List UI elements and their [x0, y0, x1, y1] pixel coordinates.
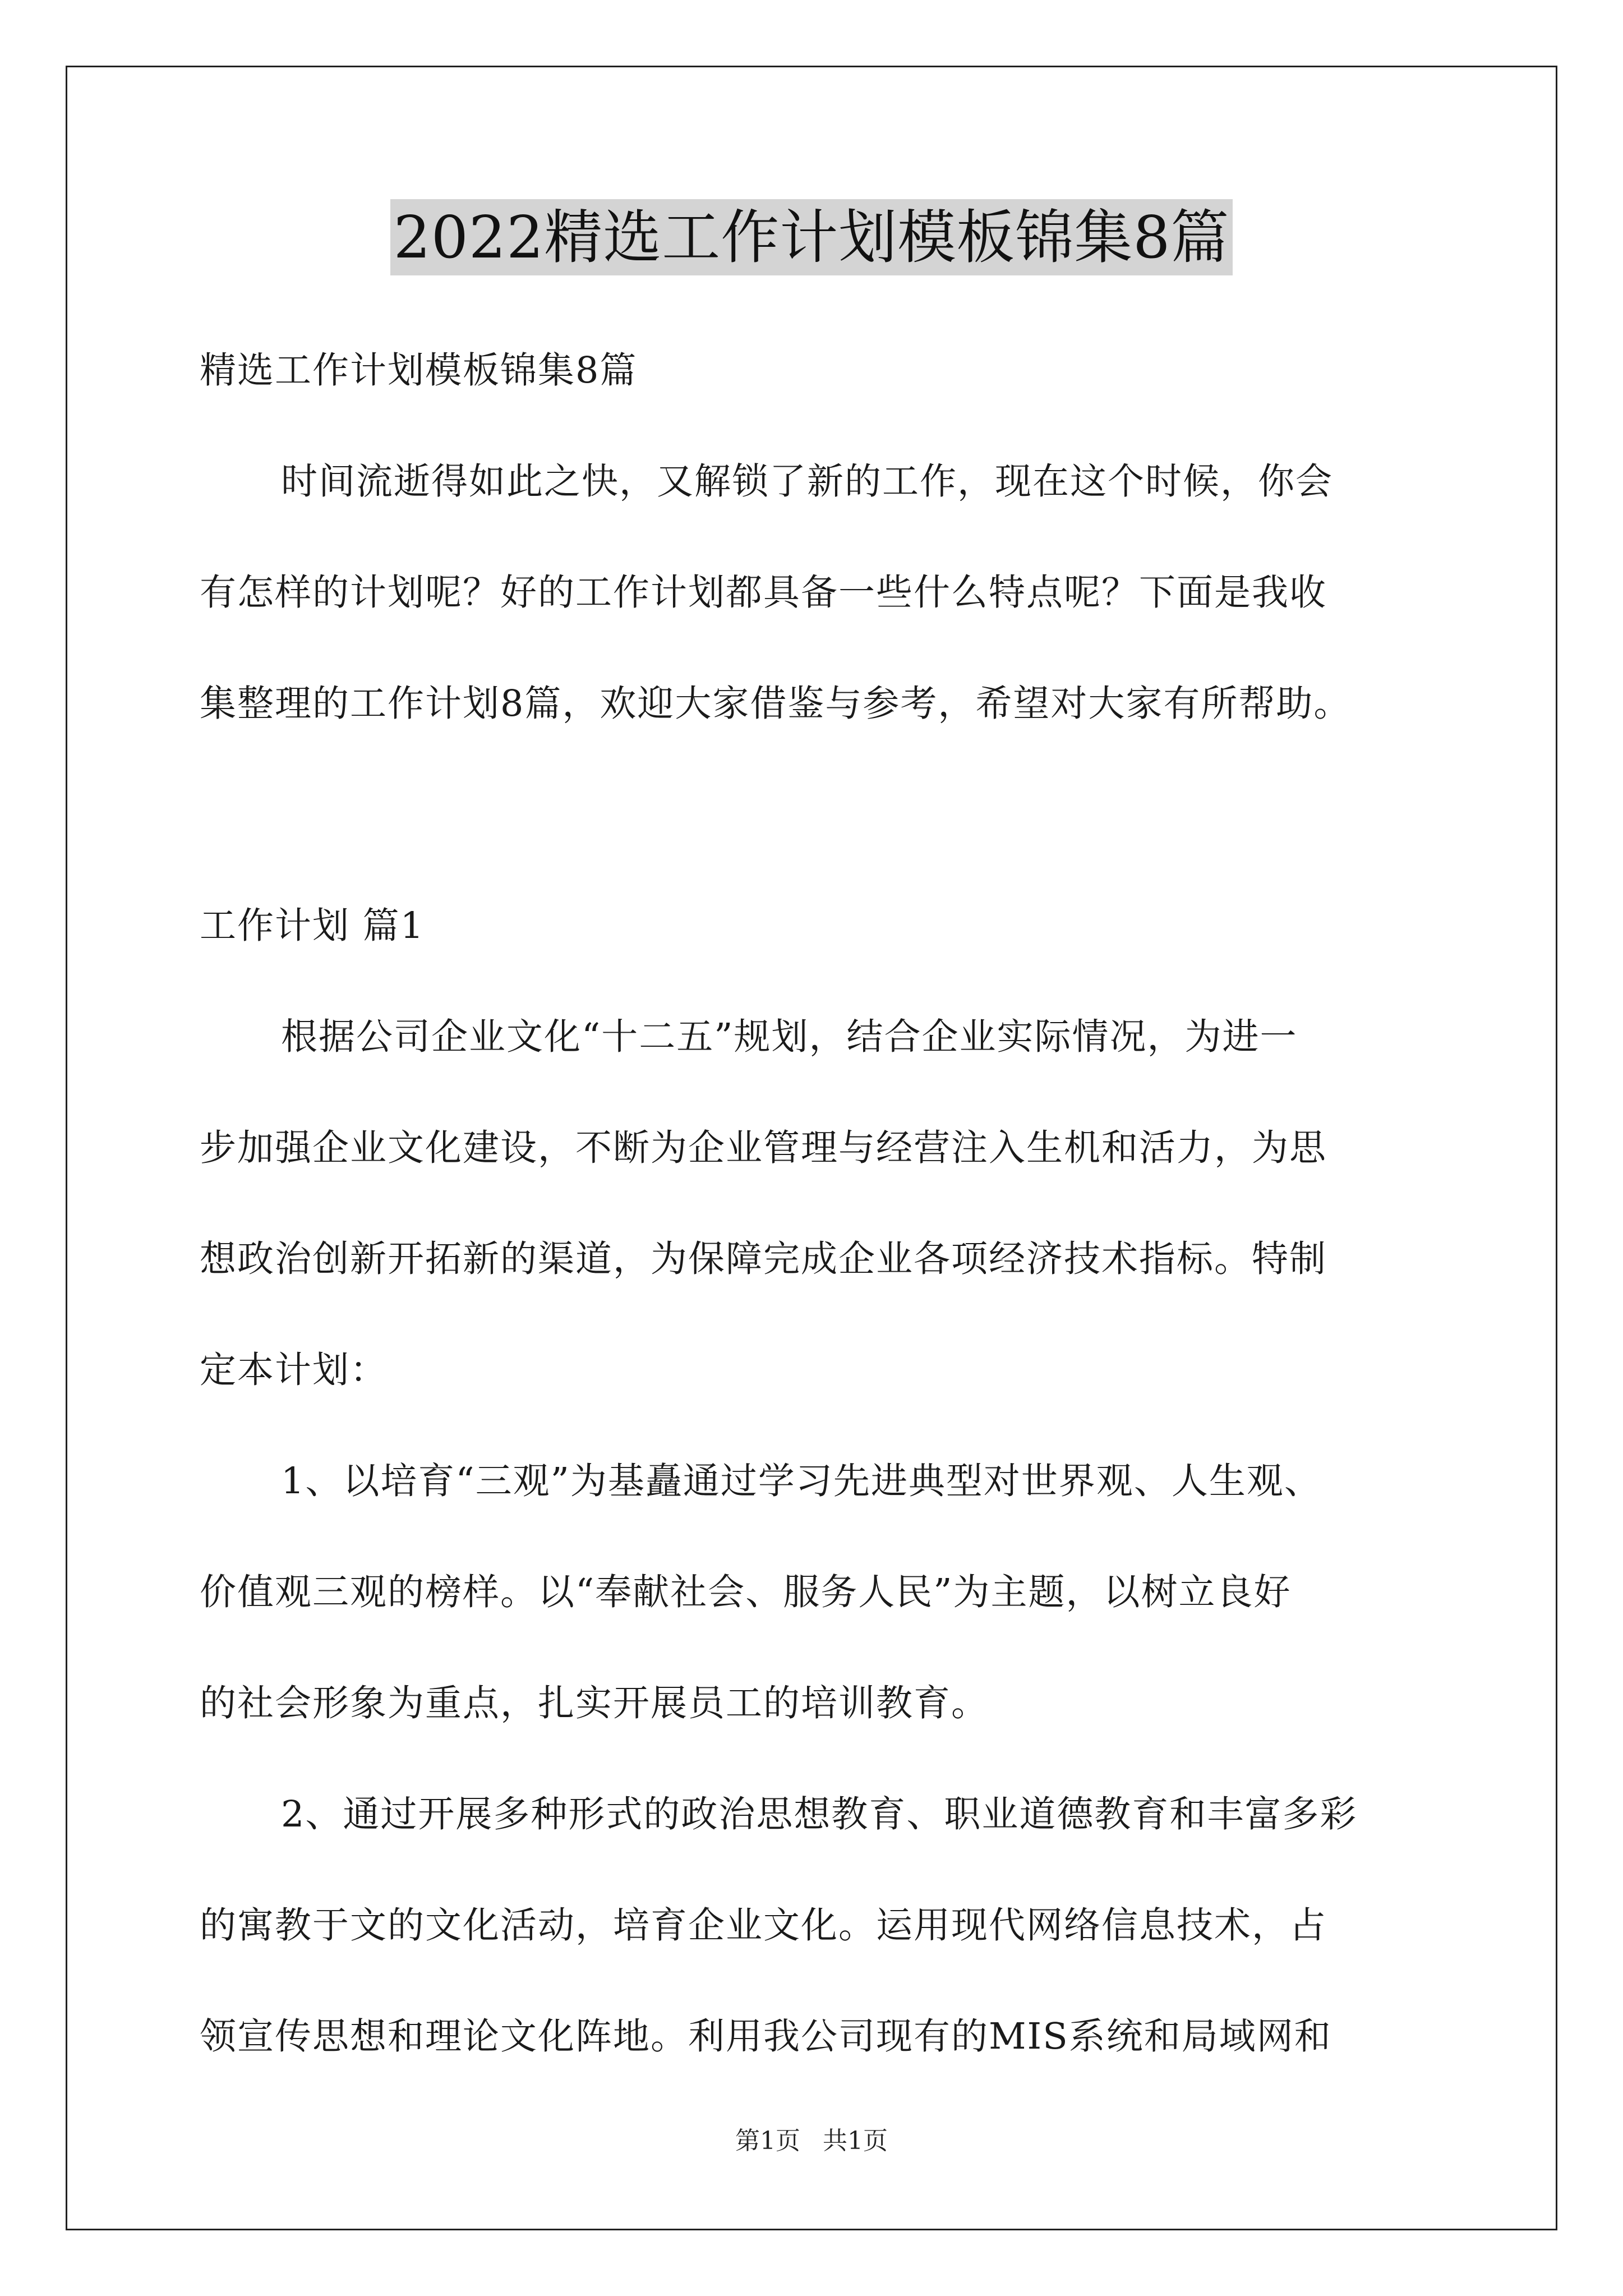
- paragraph-line: 想政治创新开拓新的渠道，为保障完成企业各项经济技术指标。特制: [200, 1238, 1327, 1280]
- intro-line: 时间流逝得如此之快，又解锁了新的工作，现在这个时候，你会: [281, 461, 1334, 503]
- intro-line: 集整理的工作计划8篇，欢迎大家借鉴与参考，希望对大家有所帮助。: [200, 683, 1352, 725]
- list-item-line: 价值观三观的榜样。以“奉献社会、服务人民”为主题，以树立良好: [200, 1571, 1292, 1613]
- paragraph-line: 步加强企业文化建设，不断为企业管理与经营注入生机和活力，为思: [200, 1127, 1327, 1169]
- list-item-line: 领宣传思想和理论文化阵地。利用我公司现有的MIS系统和局域网和: [200, 2016, 1332, 2058]
- intro-line: 有怎样的计划呢？好的工作计划都具备一些什么特点呢？下面是我收: [200, 572, 1327, 614]
- blank-line: [200, 760, 1433, 871]
- section-heading: 工作计划 篇1: [200, 905, 425, 947]
- list-item-line: 的寓教于文的文化活动，培育企业文化。运用现代网络信息技术，占: [200, 1904, 1327, 1947]
- paragraph-line: 定本计划：: [200, 1349, 388, 1391]
- page-footer: [0, 2120, 1623, 2156]
- list-item-line: 1、以培育“三观”为基矗通过学习先进典型对世界观、人生观、: [281, 1460, 1322, 1502]
- list-item-line: 的社会形象为重点，扎实开展员工的培训教育。: [200, 1682, 989, 1724]
- document-body: [200, 315, 1433, 2092]
- document-title: 2022精选工作计划模板锦集8篇: [390, 199, 1233, 275]
- document-subtitle: 精选工作计划模板锦集8篇: [200, 349, 638, 392]
- title-wrap: [0, 199, 1623, 275]
- list-item-line: 2、通过开展多种形式的政治思想教育、职业道德教育和丰富多彩: [281, 1793, 1358, 1835]
- paragraph-line: 根据公司企业文化“十二五”规划，结合企业实际情况，为进一: [281, 1016, 1298, 1058]
- page-total: 共1页: [823, 2127, 888, 2155]
- page-number: 第1页: [735, 2127, 800, 2155]
